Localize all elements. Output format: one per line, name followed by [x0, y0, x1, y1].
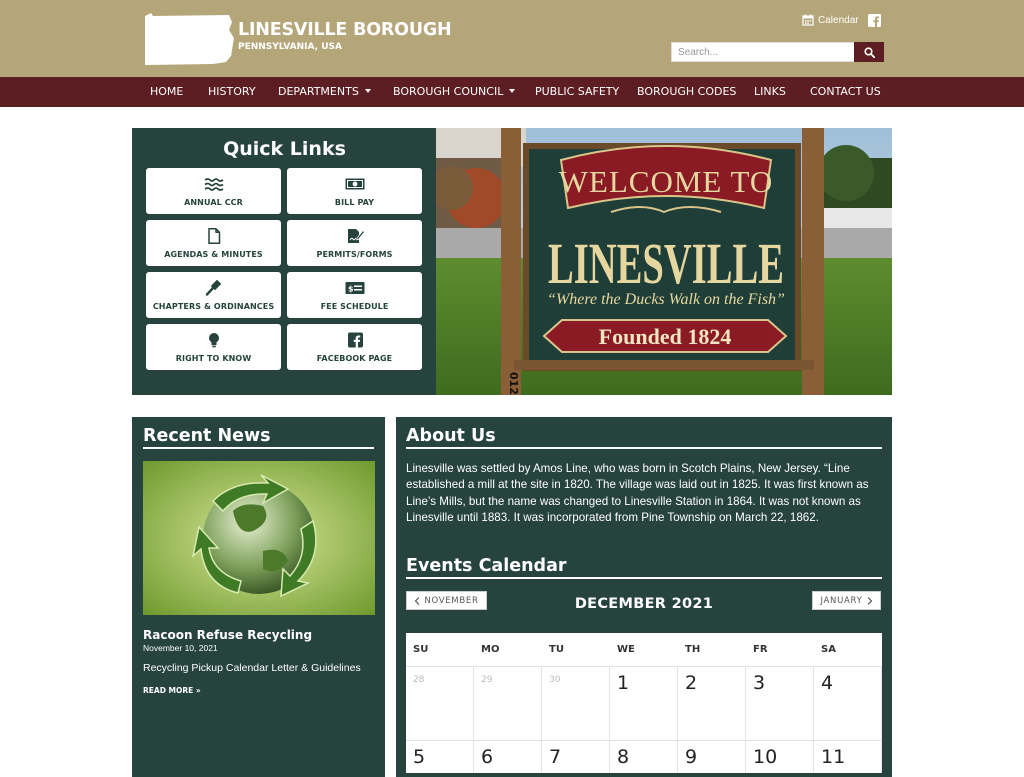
quick-link-fee-schedule[interactable] [287, 272, 422, 318]
calendar-day[interactable] [542, 740, 610, 773]
hero-image [436, 128, 892, 395]
calendar-day-number: 4 [821, 672, 834, 694]
quick-link-label: CHAPTERS & ORDINANCES [152, 301, 275, 311]
calendar-day[interactable] [746, 666, 814, 740]
nav-links-label: LINKS [754, 85, 786, 98]
sign-founded: Founded 1824 [598, 324, 732, 349]
nav-departments-label: DEPARTMENTS [278, 85, 359, 98]
search-input[interactable] [671, 42, 855, 62]
calendar-day[interactable] [814, 666, 882, 740]
calendar-day[interactable] [474, 740, 542, 773]
calendar-month-title: DECEMBER 2021 [574, 596, 714, 612]
chevron-down-icon [509, 89, 515, 93]
quick-link-label: FEE SCHEDULE [320, 301, 389, 311]
calendar-day-number: 5 [413, 746, 426, 768]
nav-borough-codes-label: BOROUGH CODES [637, 85, 737, 98]
quick-link-permits-forms[interactable] [287, 220, 422, 266]
news-headline[interactable]: Racoon Refuse Recycling [143, 628, 313, 642]
calendar-day[interactable] [474, 666, 542, 740]
next-month-button[interactable] [812, 591, 881, 610]
calendar-day[interactable] [406, 666, 474, 740]
nav-history-label: HISTORY [208, 85, 256, 98]
calendar-link[interactable] [802, 14, 859, 26]
site-header [0, 0, 1024, 77]
divider [406, 447, 882, 449]
sign-welcome-text: WELCOME TO [558, 164, 774, 199]
calendar-link-label: Calendar [818, 14, 859, 26]
main-nav [0, 77, 1024, 107]
sign-post-number: 012 [507, 372, 520, 395]
quick-links-title: Quick Links [223, 138, 346, 160]
weekday-header: SU [413, 644, 429, 655]
weekday-header: FR [753, 644, 768, 655]
facebook-icon[interactable] [868, 14, 881, 27]
weekday-header: SA [821, 644, 836, 655]
money-bill-icon [345, 176, 365, 192]
sign-town-name: LINESVILLE [548, 231, 784, 296]
search-button[interactable] [854, 42, 884, 62]
calendar-day-number: 9 [685, 746, 698, 768]
nav-home-label: HOME [150, 85, 184, 98]
nav-borough-council[interactable] [393, 77, 515, 107]
prev-month-label: NOVEMBER [424, 595, 479, 606]
nav-departments[interactable] [278, 77, 371, 107]
weekday-header: MO [481, 644, 500, 655]
welcome-sign-photo [436, 128, 892, 395]
calendar-day-number: 1 [617, 672, 630, 694]
quick-link-label: RIGHT TO KNOW [175, 353, 252, 363]
calendar-grid [406, 633, 882, 773]
chevron-right-icon [867, 597, 873, 605]
next-month-label: JANUARY [820, 595, 863, 606]
news-summary: Recycling Pickup Calendar Letter & Guidelines [143, 662, 361, 674]
site-title[interactable]: LINESVILLE BOROUGH [238, 20, 452, 40]
news-image[interactable] [143, 461, 375, 615]
nav-history[interactable] [208, 77, 256, 107]
calendar-day[interactable] [678, 740, 746, 773]
recent-news-title: Recent News [143, 426, 271, 446]
calendar-day-number: 28 [413, 675, 425, 685]
nav-contact-us-label: CONTACT US [810, 85, 881, 98]
calendar-day[interactable] [406, 740, 474, 773]
events-calendar-title: Events Calendar [406, 556, 567, 576]
calendar-day-number: 6 [481, 746, 494, 768]
quick-link-label: FACEBOOK PAGE [316, 353, 393, 363]
quick-link-facebook-page[interactable] [287, 324, 422, 370]
document-icon [204, 228, 224, 244]
lightbulb-icon [204, 332, 224, 348]
calendar-day-number: 30 [549, 675, 561, 685]
calendar-icon [802, 14, 814, 26]
nav-home[interactable] [150, 77, 183, 107]
weekday-header: TU [549, 644, 564, 655]
nav-borough-council-label: BOROUGH COUNCIL [393, 85, 504, 98]
fee-card-icon [345, 280, 365, 296]
calendar-day-number: 11 [821, 746, 846, 768]
nav-public-safety-label: PUBLIC SAFETY [535, 85, 620, 98]
calendar-day[interactable] [814, 740, 882, 773]
divider [143, 447, 374, 449]
calendar-day[interactable] [678, 666, 746, 740]
quick-link-bill-pay[interactable] [287, 168, 422, 214]
calendar-day[interactable] [610, 666, 678, 740]
search-icon [864, 47, 875, 58]
quick-links-panel [132, 128, 437, 395]
quick-link-agendas-minutes[interactable] [146, 220, 281, 266]
nav-public-safety[interactable] [535, 77, 619, 107]
quick-link-label: PERMITS/FORMS [316, 249, 393, 259]
nav-borough-codes[interactable] [637, 77, 736, 107]
quick-link-label: BILL PAY [334, 197, 375, 207]
calendar-day-number: 8 [617, 746, 630, 768]
nav-contact-us[interactable] [810, 77, 881, 107]
quick-link-label: ANNUAL CCR [184, 197, 243, 207]
calendar-day-number: 29 [481, 675, 493, 685]
calendar-day-number: 2 [685, 672, 698, 694]
weekday-header: WE [617, 644, 635, 655]
chevron-down-icon [365, 89, 371, 93]
quick-link-annual-ccr[interactable] [146, 168, 281, 214]
quick-link-chapters-ordinances[interactable] [146, 272, 281, 318]
signature-form-icon [345, 228, 365, 244]
sign-tagline: “Where the Ducks Walk on the Fish” [547, 291, 785, 308]
quick-link-label: AGENDAS & MINUTES [164, 249, 263, 259]
calendar-day[interactable] [542, 666, 610, 740]
recycling-globe-image [143, 461, 375, 615]
calendar-day[interactable] [746, 740, 814, 773]
site-subtitle: PENNSYLVANIA, USA [238, 42, 342, 52]
pennsylvania-map-icon[interactable] [143, 12, 235, 66]
facebook-icon [345, 332, 365, 348]
weekday-header: TH [685, 644, 701, 655]
water-waves-icon [204, 176, 224, 192]
gavel-icon [204, 280, 224, 296]
calendar-day-number: 3 [753, 672, 766, 694]
calendar-day-number: 7 [549, 746, 562, 768]
news-date: November 10, 2021 [143, 643, 218, 653]
quick-link-right-to-know[interactable] [146, 324, 281, 370]
read-more-link[interactable]: READ MORE » [143, 686, 201, 695]
calendar-day-number: 10 [753, 746, 778, 768]
about-text: Linesville was settled by Amos Line, who was born in Scotch Plains, New Jersey. “Line established a mill at the site in 1820. The village was laid out in 1825. It was first known as Line’s Mills, but the name was changed to Linesville Station in 1864. It was not known as Linesville until 1883. It was incorporated from Pine Township on March 22, 1862. [406, 462, 869, 525]
svg-text:$: $ [347, 284, 354, 293]
about-title: About Us [406, 426, 496, 446]
calendar-day[interactable] [610, 740, 678, 773]
nav-links[interactable] [754, 77, 786, 107]
divider [406, 577, 882, 579]
